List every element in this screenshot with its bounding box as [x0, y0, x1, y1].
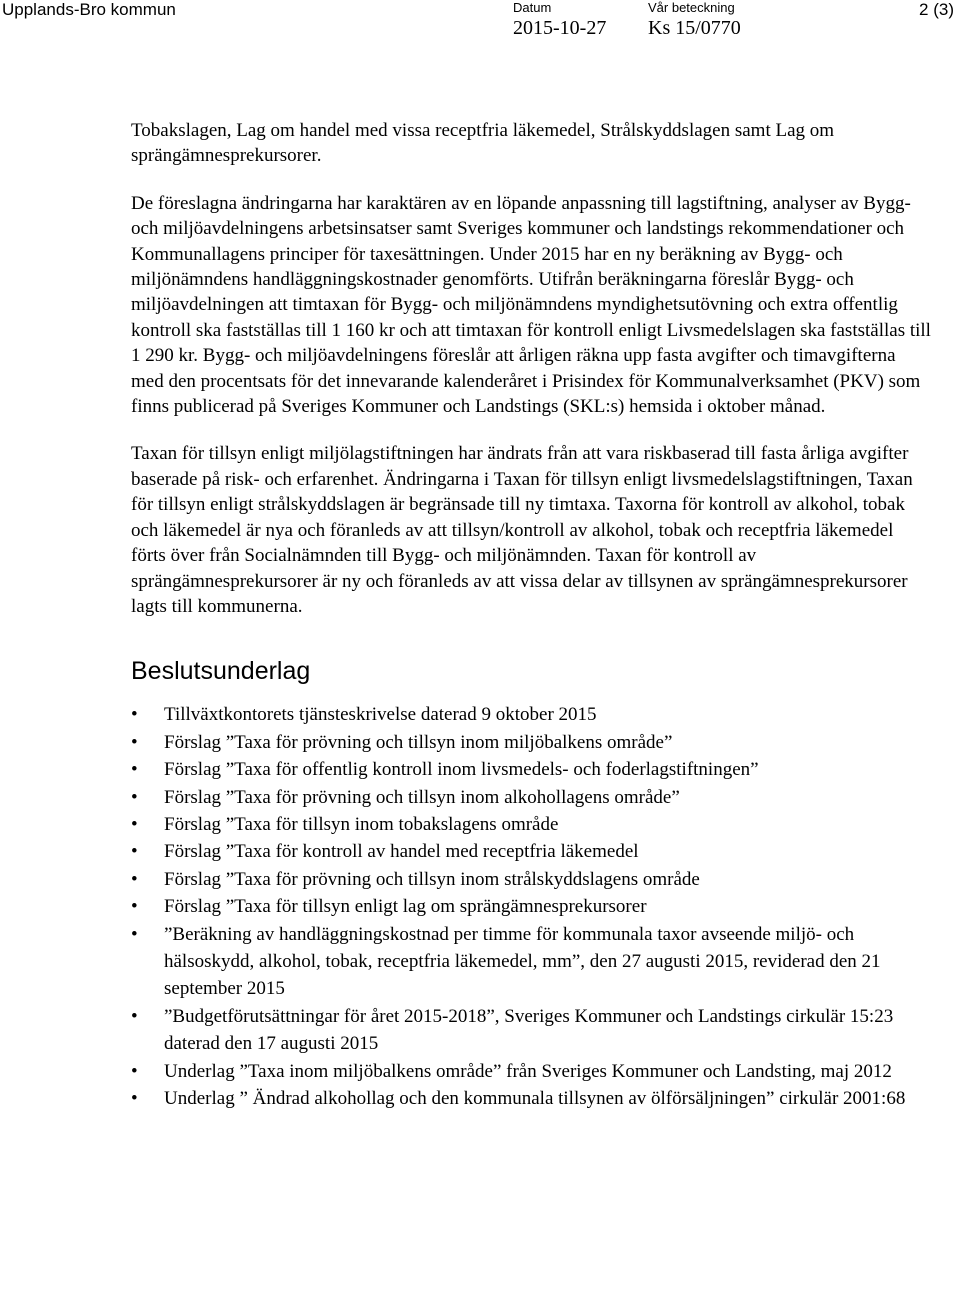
reference-value: Ks 15/0770: [648, 17, 741, 39]
page-header: [0, 0, 960, 48]
bullet-icon: •: [131, 868, 138, 890]
list-item-text: Förslag ”Taxa för prövning och tillsyn inom miljöbalkens område”: [164, 731, 673, 753]
list-item: [131, 729, 931, 756]
date-label: Datum: [513, 0, 552, 15]
list-item-text: Tillväxtkontorets tjänsteskrivelse daterad 9 oktober 2015: [164, 704, 597, 726]
list-item: [131, 784, 931, 811]
organization-name: Upplands-Bro kommun: [2, 0, 176, 19]
list-item: [131, 756, 931, 783]
list-item-text: ”Beräkning av handläggningskostnad per timme för kommunala taxor avseende miljö- och hälsoskydd, alkohol, tobak, receptfria läkemedel, mm”, den 27 augusti 2015, reviderad den 21 september 2015: [164, 923, 881, 1000]
paragraph-3: Taxan för tillsyn enligt miljölagstiftningen har ändrats från att vara riskbaserad till fasta årliga avgifter baserade på risk- och erfarenhet. Ändringarna i Taxan för tillsyn enligt livsmedelslagstiftningen, Taxan för tillsyn enligt strålskyddslagen är begränsade till ny timtaxa. Taxorna för kontroll av alkohol, tobak och läkemedel är nya och föranleds av att tillsyn/kontroll av alkohol, tobak och receptfria läkemedel förts över från Socialnämnden till Bygg- och miljönämnden. Taxan för kontroll av sprängämnesprekursorer är ny och föranleds av att vissa delar av tillsynen av sprängämnesprekursorer lagts till kommunerna.: [131, 443, 913, 617]
bullet-icon: •: [131, 704, 138, 726]
reference-label: Vår beteckning: [648, 0, 735, 15]
list-item-text: Förslag ”Taxa för prövning och tillsyn inom strålskyddslagens område: [164, 868, 700, 890]
list-item-text: Förslag ”Taxa för tillsyn inom tobakslagens område: [164, 813, 559, 835]
list-item-text: ”Budgetförutsättningar för året 2015-2018”, Sveriges Kommuner och Landstings cirkulär 15:23 daterad den 17 augusti 2015: [164, 1005, 894, 1055]
list-item: [131, 893, 931, 920]
bullet-list: [131, 701, 931, 1112]
bullet-icon: •: [131, 786, 138, 808]
bullet-icon: •: [131, 1088, 138, 1109]
bullet-icon: •: [131, 1005, 138, 1027]
bullet-icon: •: [131, 896, 138, 918]
list-item-text: Underlag ”Taxa inom miljöbalkens område” från Sveriges Kommuner och Landsting, maj 2012: [164, 1060, 892, 1082]
list-item: [131, 1003, 931, 1058]
bullet-icon: •: [131, 841, 138, 863]
list-item: [131, 921, 931, 1003]
bullet-icon: •: [131, 923, 138, 945]
date-value: 2015-10-27: [513, 17, 607, 39]
list-item: [131, 866, 931, 893]
paragraph-2: De föreslagna ändringarna har karaktären av en löpande anpassning till lagstiftning, analyser av Bygg- och miljöavdelningens arbetsinsatser samt Sveriges kommuner och landstings rekommendationer och Kommunallagens principer för taxesättningen. Under 2015 har en ny beräkning av Bygg- och miljönämndens handläggningskostnader genomförts. Utifrån beräkningarna föreslår Bygg- och miljöavdelningen att timtaxan för Bygg- och miljönämndens myndighetsutövning och extra offentlig kontroll ska fastställas till 1 160 kr och att timtaxan för kontroll enligt Livsmedelslagen ska fastställas till 1 290 kr. Bygg- och miljöavdelningens föreslår att årligen räkna upp fasta avgifter och timavgifterna med den procentsats för det innevarande kalenderåret i Prisindex för Kommunalverksamhet (PKV) som finns publicerad på Sveriges Kommuner och Landstings (SKL:s) hemsida i oktober månad.: [131, 192, 931, 418]
list-item: [131, 838, 931, 865]
list-item: [131, 1058, 931, 1085]
list-item-text: Förslag ”Taxa för kontroll av handel med receptfria läkemedel: [164, 841, 639, 863]
list-item: [131, 1085, 931, 1112]
bullet-icon: •: [131, 731, 138, 753]
paragraph-1: Tobakslagen, Lag om handel med vissa receptfria läkemedel, Strålskyddslagen samt Lag om sprängämnesprekursorer.: [131, 120, 835, 167]
list-item-text: Förslag ”Taxa för prövning och tillsyn inom alkohollagens område”: [164, 786, 680, 808]
list-item: [131, 701, 931, 728]
section-heading: Beslutsunderlag: [131, 657, 311, 686]
document-body: [131, 118, 931, 1112]
page-number: 2 (3): [919, 0, 954, 19]
list-item-text: Underlag ” Ändrad alkohollag och den kommunala tillsynen av ölförsäljningen” cirkulär 2001:68: [164, 1088, 906, 1109]
list-item-text: Förslag ”Taxa för offentlig kontroll inom livsmedels- och foderlagstiftningen”: [164, 759, 759, 781]
bullet-icon: •: [131, 813, 138, 835]
list-item-text: Förslag ”Taxa för tillsyn enligt lag om sprängämnesprekursorer: [164, 896, 647, 918]
bullet-icon: •: [131, 759, 138, 781]
bullet-icon: •: [131, 1060, 138, 1082]
list-item: [131, 811, 931, 838]
